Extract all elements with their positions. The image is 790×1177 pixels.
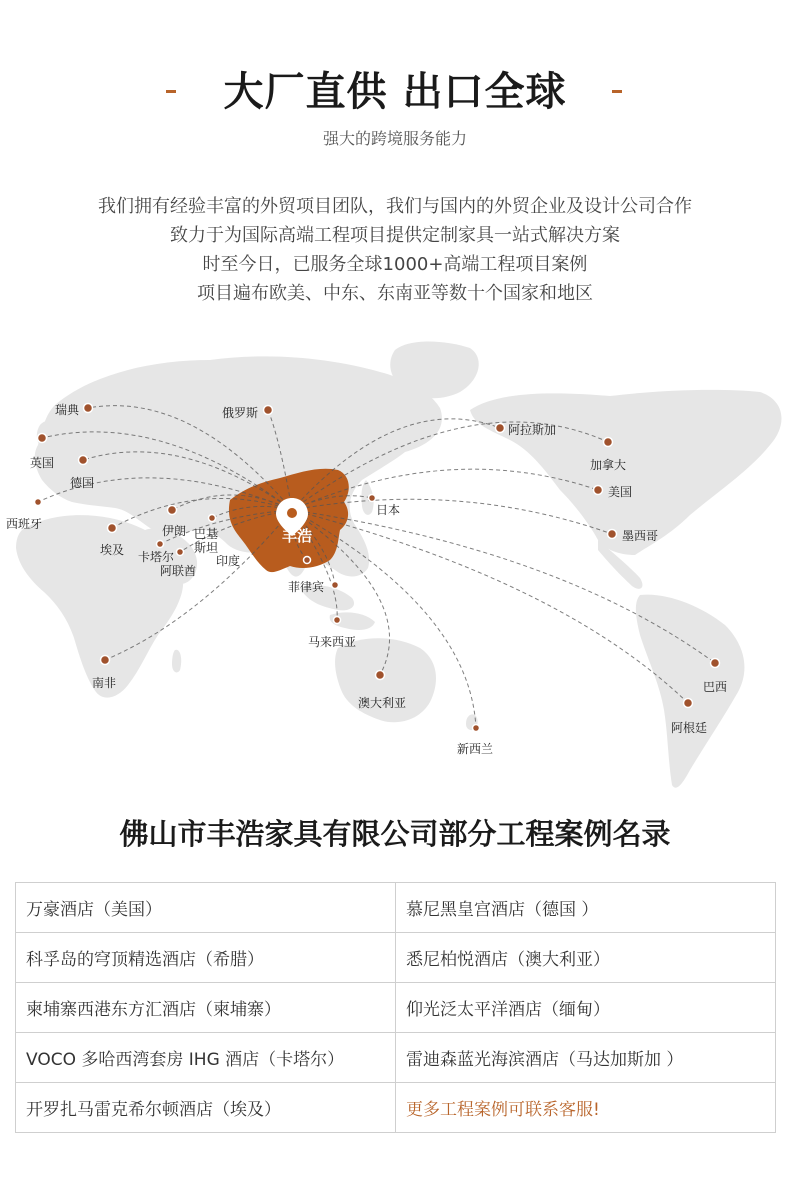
place-label: 瑞典 [55, 403, 80, 417]
intro-line: 时至今日，已服务全球1000+高端工程项目案例 [202, 254, 588, 275]
place-label: 巴基斯坦 [194, 527, 219, 555]
place-label: 卡塔尔 [138, 550, 175, 564]
place-label: 英国 [30, 456, 55, 470]
place-label: 印度 [216, 554, 241, 568]
table-row [16, 933, 776, 983]
more-cases-link[interactable]: 更多工程案例可联系客服! [396, 1083, 776, 1133]
place-label: 澳大利亚 [358, 696, 407, 710]
place-label: 墨西哥 [622, 529, 659, 543]
place-label: 伊朗 [162, 524, 187, 538]
hero-title [0, 62, 790, 122]
table-cell: 雷迪森蓝光海滨酒店（马达加斯加 ） [396, 1033, 776, 1083]
place-label: 马来西亚 [308, 635, 357, 649]
place-label: 日本 [376, 503, 401, 517]
page-title: 大厂直供 出口全球 [223, 69, 567, 115]
intro-line: 致力于为国际高端工程项目提供定制家具一站式解决方案 [170, 225, 620, 246]
intro-line: 项目遍布欧美、中东、东南亚等数十个国家和地区 [197, 283, 593, 304]
table-row [16, 883, 776, 933]
intro-text [0, 192, 790, 308]
table-cell: 仰光泛太平洋酒店（缅甸） [396, 983, 776, 1033]
table-cell: 科孚岛的穹顶精选酒店（希腊） [16, 933, 396, 983]
place-label: 德国 [70, 476, 95, 490]
table-cell: 悉尼柏悦酒店（澳大利亚） [396, 933, 776, 983]
place-label: 巴西 [703, 680, 728, 694]
page-subtitle: 强大的跨境服务能力 [322, 129, 467, 148]
place-label: 加拿大 [590, 458, 627, 472]
place-label: 俄罗斯 [222, 406, 259, 420]
cases-table [15, 882, 776, 1133]
table-row [16, 983, 776, 1033]
table-row [16, 1033, 776, 1083]
intro-line: 我们拥有经验丰富的外贸项目团队，我们与国内的外贸企业及设计公司合作 [98, 196, 692, 217]
place-label: 菲律宾 [288, 580, 325, 594]
title-dash-right [612, 90, 622, 93]
place-label: 美国 [608, 485, 633, 499]
place-label: 阿拉斯加 [508, 423, 557, 437]
table-cell: 开罗扎马雷克希尔顿酒店（埃及） [16, 1083, 396, 1133]
cases-title: 佛山市丰浩家具有限公司部分工程案例名录 [119, 817, 671, 851]
world-map [0, 330, 790, 800]
place-label: 南非 [92, 676, 117, 690]
place-label: 阿根廷 [671, 721, 708, 735]
table-cell: 柬埔寨西港东方汇酒店（柬埔寨） [16, 983, 396, 1033]
table-row [16, 1083, 776, 1133]
place-label: 新西兰 [457, 742, 494, 756]
table-cell: 万豪酒店（美国） [16, 883, 396, 933]
place-label: 阿联酋 [160, 564, 197, 578]
continents [16, 342, 781, 788]
table-cell: VOCO 多哈西湾套房 IHG 酒店（卡塔尔） [16, 1033, 396, 1083]
hub-label: 丰浩 [282, 527, 313, 545]
title-dash-left [166, 90, 176, 93]
table-cell: 慕尼黑皇宫酒店（德国 ） [396, 883, 776, 933]
place-label: 埃及 [100, 543, 125, 557]
place-label: 西班牙 [6, 517, 43, 531]
